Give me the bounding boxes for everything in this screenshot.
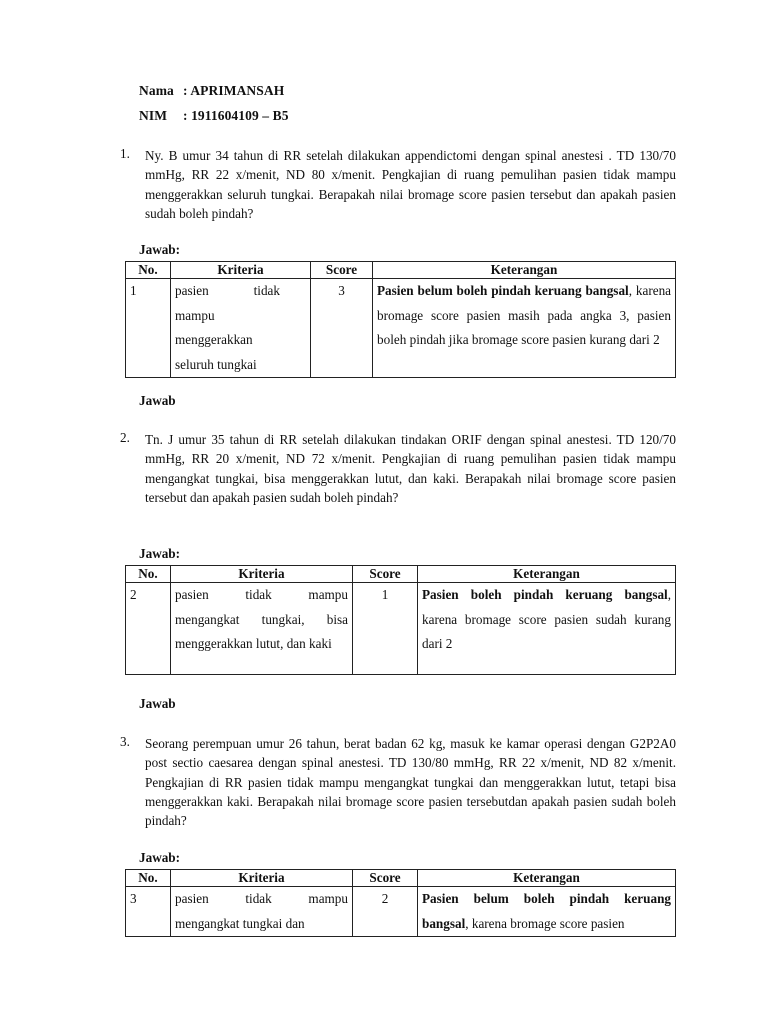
header-kriteria: Kriteria	[171, 262, 311, 279]
header-no: No.	[126, 870, 171, 887]
keterangan-text: , karena bromage score pasien masih pada angka 3, pasien boleh pindah jika bromage score pasien kurang dari 2	[377, 283, 672, 348]
table-header-row	[126, 262, 676, 279]
question-number: 2.	[120, 430, 130, 445]
question-2	[120, 430, 676, 507]
answer-label-after: Jawab	[139, 696, 176, 711]
cell-kriteria: pasien tidak mampu mengangkat tungkai dan	[171, 887, 353, 937]
question-text: Ny. B umur 34 tahun di RR setelah dilakukan appendictomi dengan spinal anestesi . TD 130/70 mmHg, RR 22 x/menit, ND 80 x/menit. Pengkajian di ruang pemulihan pasien tidak mampu menggerakkan seluruh tungkai. Berapakah nilai bromage score pasien tersebut dan apakah pasien sudah boleh pindah?	[145, 148, 676, 221]
cell-kriteria: pasien tidak mampu menggerakkan seluruh tungkai	[171, 279, 311, 378]
student-nim-line	[139, 108, 289, 124]
keterangan-bold: Pasien belum boleh pindah keruang	[377, 283, 582, 298]
table-header-row	[126, 566, 676, 583]
keterangan-bold-bangsal: bangsal	[422, 915, 466, 931]
answer-table-2	[125, 565, 676, 675]
nim-label: NIM	[139, 108, 168, 123]
cell-no: 1	[126, 279, 171, 378]
cell-no: 2	[126, 583, 171, 675]
keterangan-text: , karena bromage score pasien	[465, 915, 625, 931]
question-text: Tn. J umur 35 tahun di RR setelah dilakukan tindakan ORIF dengan spinal anestesi. TD 120/70 mmHg, RR 20 x/menit, ND 72 x/menit. Pengkajian di ruang pemulihan pasien tidak mampu mengangkat tungkai, bisa menggerakkan lutut, dan kaki. Berapakah nilai bromage score pasien tersebut dan apakah pasien sudah boleh pindah?	[145, 432, 676, 505]
keterangan-bold-bangsal: bangsal	[585, 283, 629, 298]
keterangan-bold: Pasien boleh pindah keruang	[422, 587, 613, 602]
table-row	[126, 887, 676, 937]
header-keterangan: Keterangan	[418, 566, 676, 583]
header-kriteria: Kriteria	[171, 870, 353, 887]
keterangan-bold-bangsal: bangsal	[624, 587, 668, 602]
header-score: Score	[311, 262, 373, 279]
answer-table-1	[125, 261, 676, 378]
header-score: Score	[353, 870, 418, 887]
nim-value: : 1911604109 – B5	[183, 108, 289, 123]
answer-label: Jawab:	[139, 850, 181, 865]
cell-keterangan	[418, 583, 676, 675]
question-number: 3.	[120, 734, 130, 749]
header-kriteria: Kriteria	[171, 566, 353, 583]
cell-kriteria: pasien tidak mampu mengangkat tungkai, bisa menggerakkan lutut, dan kaki	[171, 583, 353, 675]
student-name-line	[139, 83, 284, 99]
keterangan-bold: Pasien belum boleh pindah keruang	[422, 891, 671, 906]
header-no: No.	[126, 262, 171, 279]
cell-keterangan	[418, 887, 676, 937]
table-row	[126, 279, 676, 378]
cell-keterangan	[373, 279, 676, 378]
answer-label: Jawab:	[139, 546, 181, 561]
question-3	[120, 734, 676, 830]
question-text: Seorang perempuan umur 26 tahun, berat badan 62 kg, masuk ke kamar operasi dengan G2P2A0 post sectio caesarea dengan spinal anestesi. TD 130/80 mmHg, RR 22 x/menit, ND 82 x/menit. Pengkajian di RR pasien tidak mampu mengangkat tungkai dan menggerakkan lutut, tetapi bisa menggerakkan kaki. Berapakah nilai bromage score pasien tersebutdan apakah pasien sudah boleh pindah?	[145, 736, 676, 829]
cell-score: 1	[353, 583, 418, 675]
question-number: 1.	[120, 146, 130, 161]
table-header-row	[126, 870, 676, 887]
answer-label-after: Jawab	[139, 393, 176, 408]
header-keterangan: Keterangan	[373, 262, 676, 279]
cell-no: 3	[126, 887, 171, 937]
cell-score: 2	[353, 887, 418, 937]
table-row	[126, 583, 676, 675]
name-value: : APRIMANSAH	[183, 83, 285, 98]
answer-label: Jawab:	[139, 242, 181, 257]
header-no: No.	[126, 566, 171, 583]
answer-table-3	[125, 869, 676, 937]
question-1	[120, 146, 676, 223]
header-score: Score	[353, 566, 418, 583]
keterangan-text: , karena bromage score pasien sudah kurang dari 2	[422, 587, 672, 652]
header-keterangan: Keterangan	[418, 870, 676, 887]
name-label: Nama	[139, 83, 174, 98]
cell-score: 3	[311, 279, 373, 378]
